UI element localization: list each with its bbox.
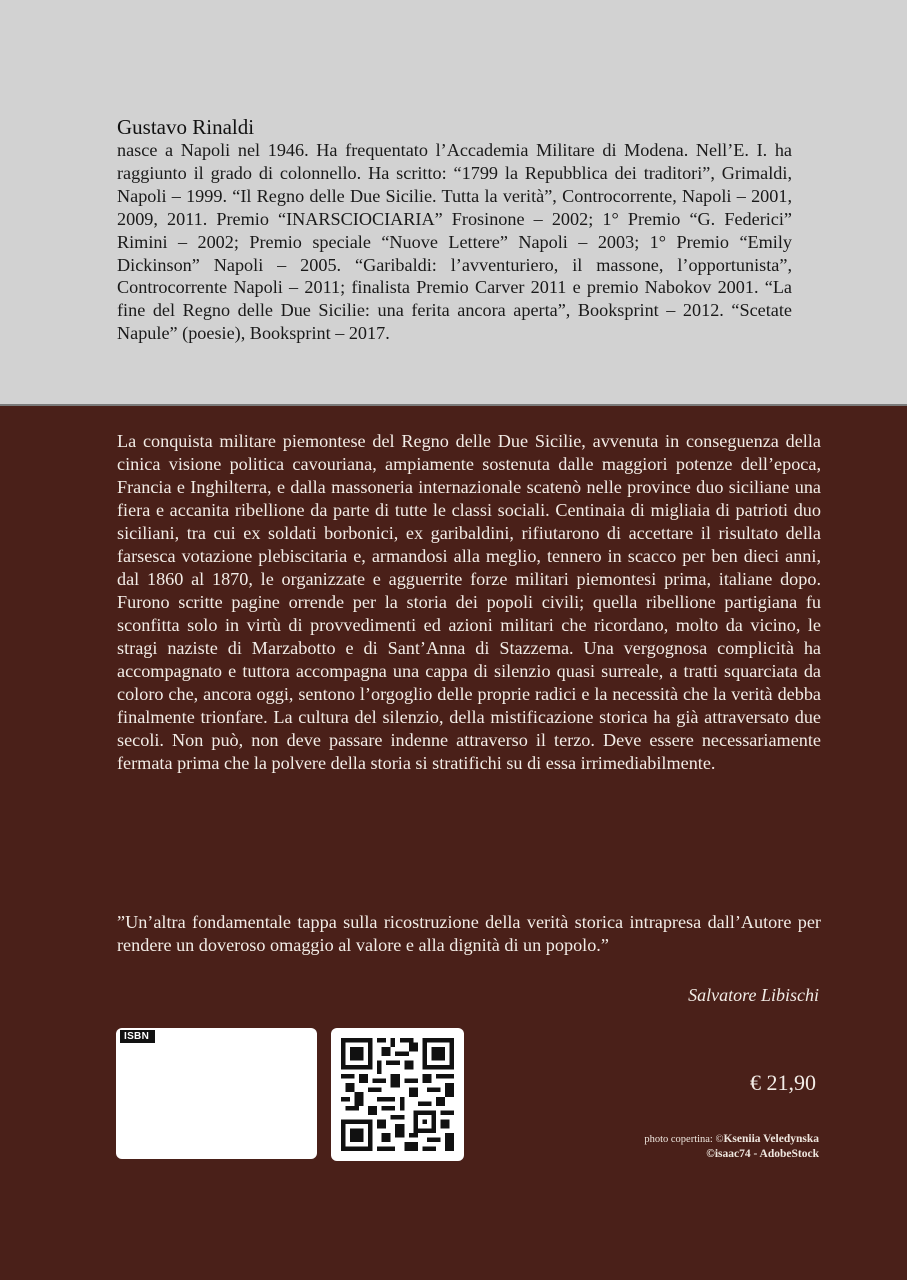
author-bio-panel (0, 0, 907, 406)
author-name: Gustavo Rinaldi (117, 115, 255, 139)
blurb-text: La conquista militare piemontese del Regno delle Due Sicilie, avvenuta in conseguenza della cinica visione politica cavouriana, ampiamente sostenuta dalle maggiori potenze dell’epoca, Francia e Inghilterra, e dalla massoneria internazionale scatenò nelle province duo siciliane una fiera e accanita ribellione da parte di tutte le classi sociali. Centinaia di migliaia di patrioti duo siciliani, tra cui ex soldati borbonici, ex garibaldini, rifiutarono di accettare il risultato della farsesca votazione plebiscitaria e, armandosi alla meglio, tennero in scacco per ben dieci anni, dal 1860 al 1870, le organizzate e agguerrite forze militari piemontesi prima, italiane dopo. Furono scritte pagine orrende per la storia dei popoli civili; quella ribellione partigiana fu sconfitta solo in virtù di provvedimenti ed azioni militari che ricordano, molto da vicino, le stragi naziste di Marzabotto e di Sant’Anna di Stazzema. Una vergognosa complicità ha accompagnato e tuttora accompagna una cappa di silenzio quasi surreale, a tratti squarciata da coloro che, ancora oggi, sentono l’orgoglio delle proprie radici e la necessità che la verità debba finalmente trionfare. La cultura del silenzio, della mistificazione storica ha già attraversato due secoli. Non può, non deve passare indenne attraverso il terzo. Deve essere necessariamente fermata prima che la polvere della storia si stratifichi su di essa irrimediabilmente. (117, 431, 821, 773)
isbn-barcode-box (116, 1028, 317, 1159)
credit-stock: ©isaac74 - AdobeStock (706, 1148, 819, 1160)
credit-line-2 (644, 1147, 819, 1162)
qr-code (331, 1028, 464, 1161)
isbn-label: ISBN (120, 1030, 155, 1043)
review-quote: ”Un’altra fondamentale tappa sulla ricostruzione della verità storica intrapresa dall’Autore per rendere un doveroso omaggio al valore e alla dignità di un popolo.” (117, 912, 821, 955)
qr-code-icon (341, 1038, 454, 1151)
price: € 21,90 (750, 1070, 816, 1095)
quote-author: Salvatore Libischi (688, 985, 819, 1005)
photo-credits (644, 1132, 819, 1162)
credit-line-1 (644, 1132, 819, 1147)
credit-photographer: Kseniia Veledynska (723, 1133, 819, 1145)
credit-prefix: photo copertina: © (644, 1134, 724, 1145)
author-bio: nasce a Napoli nel 1946. Ha frequentato l’Accademia Militare di Modena. Nell’E. I. ha raggiunto il grado di colonnello. Ha scritto: “1799 la Repubblica dei traditori”, Grimaldi, Napoli – 1999. “Il Regno delle Due Sicilie. Tutta la verità”, Controcorrente, Napoli – 2001, 2009, 2011. Premio “INARSCIOCIARIA” Frosinone – 2002; 1° Premio “G. Federici” Rimini – 2002; Premio speciale “Nuove Lettere” Napoli – 2003; 1° Premio “Emily Dickinson” Napoli – 2005. “Garibaldi: l’avventuriero, il massone, l’opportunista”, Controcorrente Napoli – 2011; finalista Premio Carver 2011 e premio Nabokov 2001. “La fine del Regno delle Due Sicilie: una ferita ancora aperta”, Booksprint – 2012. “Scetate Napule” (poesie), Booksprint – 2017. (117, 140, 792, 344)
